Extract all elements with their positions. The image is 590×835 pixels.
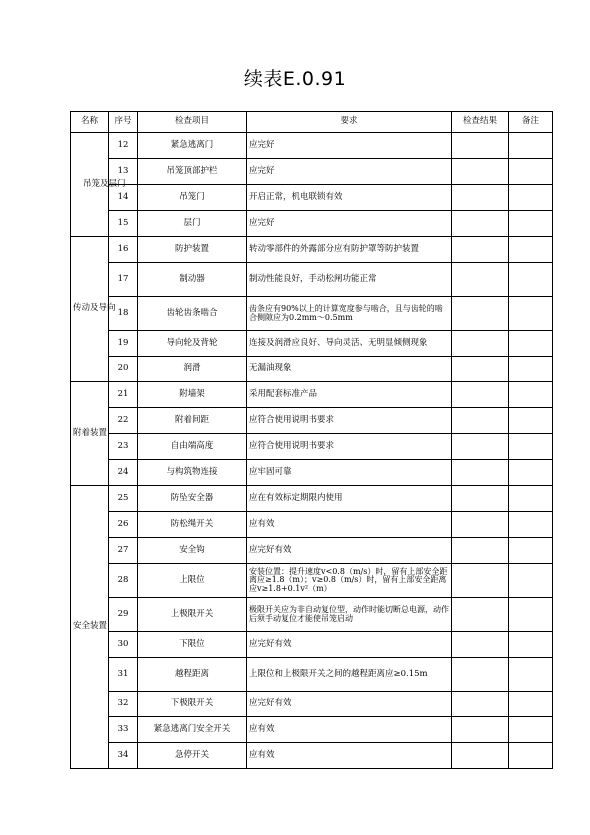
row-no: 30 [109, 632, 138, 658]
row-note[interactable] [509, 357, 553, 382]
group-name: 附着装置 [71, 382, 109, 486]
row-no: 17 [109, 263, 138, 297]
row-item: 越程距离 [138, 658, 247, 692]
row-result[interactable] [452, 538, 509, 564]
table-row [71, 692, 553, 717]
row-item: 下限位 [138, 632, 247, 658]
row-no: 20 [109, 357, 138, 382]
header-name: 名称 [71, 112, 109, 133]
row-no: 21 [109, 382, 138, 408]
row-result[interactable] [452, 434, 509, 460]
row-requirement: 应完好 [247, 211, 452, 237]
row-no: 34 [109, 743, 138, 769]
row-result[interactable] [452, 564, 509, 598]
inspection-table [70, 111, 553, 769]
table-row [71, 331, 553, 357]
row-item: 附着间距 [138, 408, 247, 434]
row-note[interactable] [509, 658, 553, 692]
row-result[interactable] [452, 331, 509, 357]
table-row [71, 185, 553, 211]
row-item: 润滑 [138, 357, 247, 382]
row-result[interactable] [452, 598, 509, 632]
header-item: 检查项目 [138, 112, 247, 133]
row-note[interactable] [509, 692, 553, 717]
row-requirement: 无漏油现象 [247, 357, 452, 382]
row-no: 23 [109, 434, 138, 460]
row-result[interactable] [452, 408, 509, 434]
row-requirement: 应有效 [247, 743, 452, 769]
row-requirement: 开启正常，机电联锁有效 [247, 185, 452, 211]
table-row [71, 159, 553, 185]
row-note[interactable] [509, 434, 553, 460]
row-no: 15 [109, 211, 138, 237]
header-no: 序号 [109, 112, 138, 133]
row-item: 自由端高度 [138, 434, 247, 460]
row-no: 14 [109, 185, 138, 211]
row-result[interactable] [452, 133, 509, 159]
header-note: 备注 [509, 112, 553, 133]
row-result[interactable] [452, 263, 509, 297]
group-name: 传动及导向 [71, 237, 109, 382]
row-requirement: 应完好 [247, 159, 452, 185]
table-row [71, 211, 553, 237]
row-item: 上限位 [138, 564, 247, 598]
row-note[interactable] [509, 211, 553, 237]
row-item: 防坠安全器 [138, 486, 247, 512]
row-note[interactable] [509, 717, 553, 743]
table-row [71, 133, 553, 159]
row-note[interactable] [509, 512, 553, 538]
row-note[interactable] [509, 598, 553, 632]
row-note[interactable] [509, 632, 553, 658]
table-row [71, 408, 553, 434]
table-row [71, 263, 553, 297]
row-note[interactable] [509, 185, 553, 211]
row-requirement: 上限位和上极限开关之间的越程距离应≥0.15m [247, 658, 452, 692]
row-requirement: 采用配套标准产品 [247, 382, 452, 408]
row-note[interactable] [509, 408, 553, 434]
row-note[interactable] [509, 460, 553, 486]
row-requirement: 应有效 [247, 512, 452, 538]
row-item: 紧急逃离门安全开关 [138, 717, 247, 743]
row-item: 紧急逃离门 [138, 133, 247, 159]
row-requirement: 应在有效标定期限内使用 [247, 486, 452, 512]
row-item: 下极限开关 [138, 692, 247, 717]
row-item: 安全钩 [138, 538, 247, 564]
row-result[interactable] [452, 717, 509, 743]
row-no: 16 [109, 237, 138, 263]
row-requirement: 应有效 [247, 717, 452, 743]
row-requirement: 制动性能良好，手动松闸功能正常 [247, 263, 452, 297]
row-item: 急停开关 [138, 743, 247, 769]
row-note[interactable] [509, 263, 553, 297]
table-row [71, 658, 553, 692]
header-result: 检查结果 [452, 112, 509, 133]
row-requirement: 安装位置：提升速度v<0.8（m/s）时，留有上部安全距离应≥1.8（m）；v≥0.8（m/s）时，留有上部安全距离应v≥1.8+0.1v²（m） [247, 564, 452, 598]
row-note[interactable] [509, 564, 553, 598]
row-note[interactable] [509, 133, 553, 159]
row-result[interactable] [452, 382, 509, 408]
row-note[interactable] [509, 331, 553, 357]
row-item: 层门 [138, 211, 247, 237]
table-row [71, 598, 553, 632]
row-requirement: 应完好有效 [247, 538, 452, 564]
row-result[interactable] [452, 237, 509, 263]
table-row [71, 717, 553, 743]
row-requirement: 应符合使用说明书要求 [247, 434, 452, 460]
table-row [71, 297, 553, 331]
table-row [71, 460, 553, 486]
row-note[interactable] [509, 159, 553, 185]
row-requirement: 极限开关应为非自动复位型，动作时能切断总电源，动作后须手动复位才能使吊笼启动 [247, 598, 452, 632]
row-result[interactable] [452, 211, 509, 237]
row-no: 25 [109, 486, 138, 512]
row-no: 22 [109, 408, 138, 434]
table-row [71, 632, 553, 658]
row-note[interactable] [509, 382, 553, 408]
row-no: 29 [109, 598, 138, 632]
table-row [71, 564, 553, 598]
row-requirement: 齿条应有90%以上的计算宽度参与啮合，且与齿轮的啮合侧隙应为0.2mm～0.5mm [247, 297, 452, 331]
row-no: 13 [109, 159, 138, 185]
row-requirement: 应符合使用说明书要求 [247, 408, 452, 434]
row-requirement: 转动零部件的外露部分应有防护罩等防护装置 [247, 237, 452, 263]
row-no: 12 [109, 133, 138, 159]
table-row [71, 434, 553, 460]
row-note[interactable] [509, 743, 553, 769]
row-no: 31 [109, 658, 138, 692]
row-note[interactable] [509, 297, 553, 331]
table-row [71, 743, 553, 769]
row-requirement: 应完好 [247, 133, 452, 159]
row-result[interactable] [452, 486, 509, 512]
row-no: 26 [109, 512, 138, 538]
row-requirement: 连接及润滑应良好、导向灵活、无明显倾侧现象 [247, 331, 452, 357]
row-no: 27 [109, 538, 138, 564]
page-title: 续表E.0.91 [243, 68, 347, 90]
row-note[interactable] [509, 237, 553, 263]
row-requirement: 应完好有效 [247, 632, 452, 658]
row-requirement: 应完好有效 [247, 692, 452, 717]
row-item: 齿轮齿条啮合 [138, 297, 247, 331]
row-item: 上极限开关 [138, 598, 247, 632]
row-item: 制动器 [138, 263, 247, 297]
table-row [71, 512, 553, 538]
header-requirement: 要求 [247, 112, 452, 133]
row-result[interactable] [452, 743, 509, 769]
row-note[interactable] [509, 538, 553, 564]
row-result[interactable] [452, 658, 509, 692]
row-result[interactable] [452, 632, 509, 658]
row-no: 18 [109, 297, 138, 331]
group-name: 安全装置 [71, 486, 109, 769]
row-item: 吊笼顶部护栏 [138, 159, 247, 185]
row-item: 附墙架 [138, 382, 247, 408]
row-no: 33 [109, 717, 138, 743]
row-requirement: 应牢固可靠 [247, 460, 452, 486]
row-item: 导向轮及背轮 [138, 331, 247, 357]
table-row [71, 538, 553, 564]
group-name: 吊笼及层门 [71, 133, 109, 237]
header-row [71, 112, 553, 133]
table-row [71, 382, 553, 408]
table-row [71, 357, 553, 382]
row-item: 吊笼门 [138, 185, 247, 211]
row-result[interactable] [452, 512, 509, 538]
row-item: 与构筑物连接 [138, 460, 247, 486]
table-row [71, 237, 553, 263]
row-item: 防护装置 [138, 237, 247, 263]
row-result[interactable] [452, 185, 509, 211]
row-result[interactable] [452, 297, 509, 331]
row-result[interactable] [452, 460, 509, 486]
row-note[interactable] [509, 486, 553, 512]
row-no: 28 [109, 564, 138, 598]
row-no: 24 [109, 460, 138, 486]
row-item: 防松绳开关 [138, 512, 247, 538]
row-result[interactable] [452, 159, 509, 185]
row-no: 32 [109, 692, 138, 717]
row-result[interactable] [452, 357, 509, 382]
row-result[interactable] [452, 692, 509, 717]
table-row [71, 486, 553, 512]
row-no: 19 [109, 331, 138, 357]
